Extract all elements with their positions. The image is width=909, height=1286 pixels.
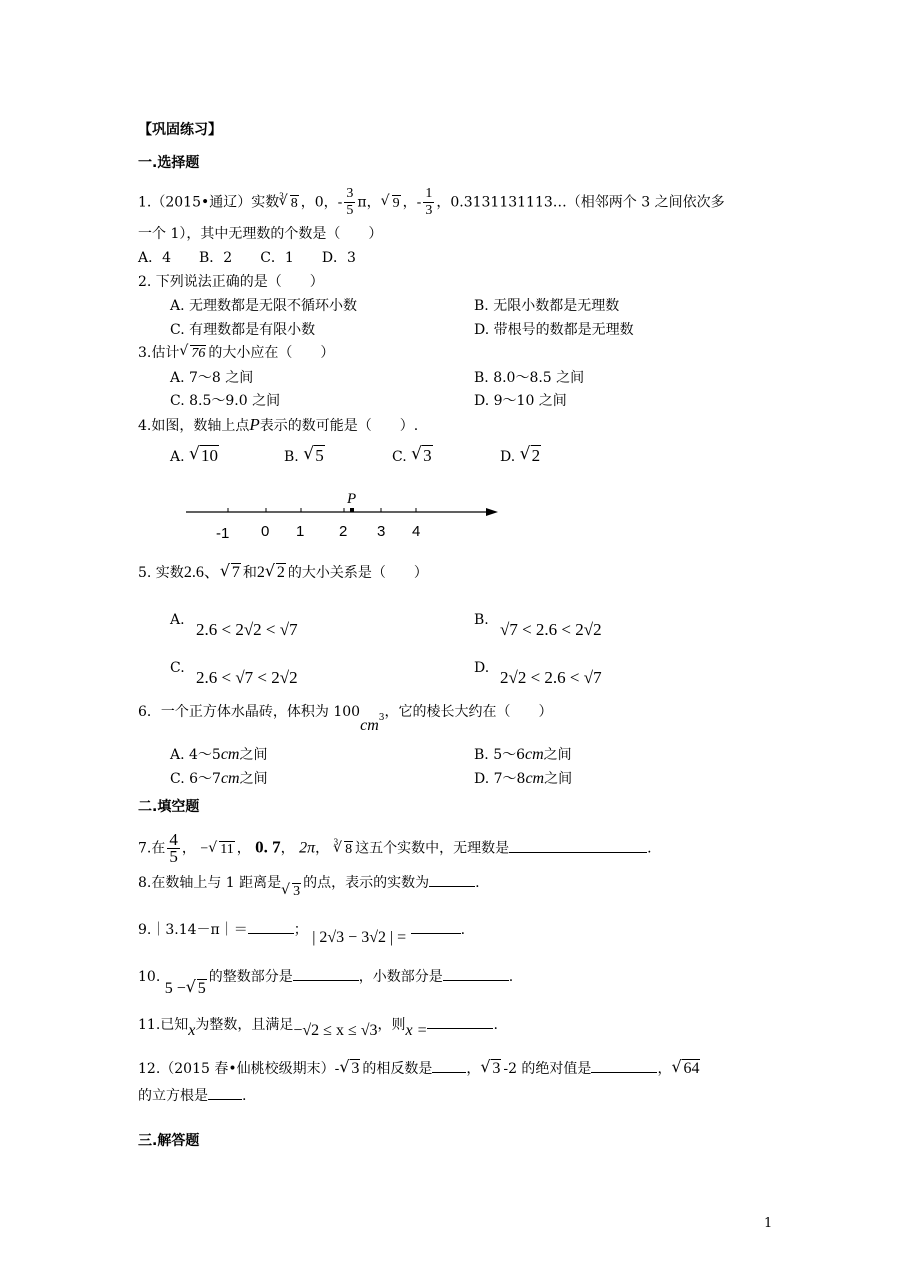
section-heading-choice: 一.选择题: [138, 155, 200, 171]
q5-option-d-expr: 2√2 < 2.6 < √7: [500, 668, 602, 687]
q3-sqrt-76: √ 76: [179, 343, 206, 364]
q10-sqrt-5: √ 5: [186, 979, 207, 999]
tick-label-2: 2: [339, 523, 348, 540]
q4-option-c: C. √ 3: [392, 446, 435, 467]
q10-stem: 10. 5 −√ 5的整数部分是 ，小数部分是 .: [138, 966, 513, 987]
q7-repeating-decimal: 0. 7: [255, 837, 281, 857]
q4-sqrt-10: √ 10: [189, 446, 219, 466]
q12-answer-blank-1[interactable]: [432, 1058, 466, 1073]
q5-option-b-expr: √7 < 2.6 < 2√2: [500, 620, 602, 639]
section-heading-solve: 三.解答题: [138, 1133, 200, 1149]
q12-answer-blank-3[interactable]: [208, 1085, 242, 1100]
q1-lead: 1.（2015•通辽）实数: [138, 194, 280, 211]
number-line-figure: [180, 488, 510, 548]
q5-sqrt-7: √ 7: [220, 563, 241, 583]
page-number: 1: [764, 1216, 773, 1231]
tick-label-4: 4: [412, 523, 421, 540]
q5-option-a-expr: 2.6 < 2√2 < √7: [196, 620, 298, 639]
q12-stem: 12.（2015 春•仙桃校级期末）-√ 3 的相反数是 ，√ 3 -2 的绝对值是 ，√ 64: [138, 1058, 702, 1079]
q10-answer-blank-1[interactable]: [293, 966, 359, 981]
q11-inequality: −√2 ≤ x ≤ √3: [293, 1022, 378, 1039]
q4-sqrt-2: √ 2: [520, 446, 542, 466]
q8-answer-blank[interactable]: [429, 872, 475, 887]
question-1: 1.（2015•通辽）实数$^3$√ 8 ，0，- $\frac{3}{5}$ π，√ 9 ，- $\frac{1}{3}$ ，0.3131131113…（相邻两个 3 之间依次多: [138, 186, 725, 219]
tick-label-neg1: -1: [216, 525, 230, 542]
tick-label-0: 0: [261, 523, 270, 540]
q6-option-a: A. 4～5cm之间: [170, 746, 268, 763]
q5-sqrt-2: √ 2: [265, 563, 286, 583]
q1-sqrt-9: √ 9: [381, 193, 401, 214]
q6-stem: 6．一个正方体水晶砖，体积为 $100cm_3$，它的棱长大约在（ ）: [138, 704, 553, 734]
q8-sqrt-3: √ 3: [281, 882, 301, 902]
q1-fraction-1-3: $\frac{1}{3}$: [425, 186, 433, 218]
q10-answer-blank-2[interactable]: [443, 966, 509, 981]
q12-sqrt-3-b: √ 3: [480, 1059, 501, 1079]
q4-sqrt-5: √ 5: [303, 446, 325, 466]
q5-option-d-label: D.: [474, 660, 490, 676]
q5-option-b-label: B.: [474, 612, 489, 628]
q9-answer-blank-1[interactable]: [248, 919, 294, 934]
q7-answer-blank[interactable]: [509, 838, 647, 853]
q6-option-b: B. 5～6cm之间: [474, 746, 572, 763]
q3-stem: 3.估计√ 76 的大小应在（ ）: [138, 343, 334, 364]
q11-stem: 11.已知x为整数，且满足−√2 ≤ x ≤ √3，则x = .: [138, 1014, 498, 1035]
q1-root-index: 3: [279, 190, 284, 201]
tick-label-3: 3: [377, 523, 386, 540]
q1-line2: 一个 1），其中无理数的个数是（ ）: [138, 226, 383, 242]
q6-option-d: D. 7～8cm之间: [474, 770, 573, 787]
point-p-marker: [350, 508, 354, 512]
q2-option-d: D. 带根号的数都是无理数: [474, 322, 634, 338]
q4-option-b: B. √ 5: [284, 446, 327, 467]
q7-stem: 7.在 $\frac{4}{5}$ ， −√ 11 ， 0. 7， 2π， $^3$√ 8 这五个实数中，无理数是 .: [138, 832, 652, 865]
q2-option-a: A. 无理数都是无限不循环小数: [170, 298, 358, 314]
q4-point-label: P: [249, 415, 260, 434]
q5-stem: 5. 实数2.6、√ 7 和2√ 2 的大小关系是（ ）: [138, 563, 428, 583]
q3-option-a: A. 7～8 之间: [170, 370, 254, 386]
q1-cube-root: √ 8: [279, 193, 299, 214]
q12-sqrt-64: √ 64: [671, 1059, 700, 1079]
tick-label-1: 1: [296, 523, 305, 540]
q3-option-d: D. 9～10 之间: [474, 393, 567, 409]
q12-answer-blank-2[interactable]: [591, 1058, 657, 1073]
q2-option-b: B. 无限小数都是无理数: [474, 298, 620, 314]
q6-option-c: C. 6～7cm之间: [170, 770, 268, 787]
section-heading-fill: 二.填空题: [138, 799, 200, 815]
q2-stem: 2. 下列说法正确的是（ ）: [138, 274, 324, 290]
q5-option-c-expr: 2.6 < √7 < 2√2: [196, 668, 298, 687]
q1-options: A．4 B．2 C．1 D．3: [138, 250, 356, 266]
q4-option-d: D. √ 2: [500, 446, 543, 467]
q9-expression: | 2√3 − 3√2 | =: [312, 929, 407, 946]
q11-answer-blank[interactable]: [427, 1014, 493, 1029]
q5-option-c-label: C.: [170, 660, 185, 676]
q3-option-b: B. 8.0～8.5 之间: [474, 370, 585, 386]
q7-cube-root-8: √ 8: [333, 840, 353, 860]
q9-answer-blank-2[interactable]: [411, 919, 461, 934]
q4-stem: 4.如图，数轴上点P表示的数可能是（ ）.: [138, 415, 419, 434]
q8-stem: 8.在数轴上与 1 距离是√ 3的点，表示的实数为 .: [138, 872, 480, 894]
q12-line2: 的立方根是 .: [138, 1085, 246, 1106]
q3-option-c: C. 8.5～9.0 之间: [170, 393, 281, 409]
q5-option-a-label: A.: [170, 612, 185, 628]
q1-fraction-3-5: $\frac{3}{5}$: [346, 186, 354, 218]
q12-sqrt-3-a: √ 3: [339, 1059, 360, 1079]
q7-sqrt-11: √ 11: [208, 840, 234, 860]
section-title: 【巩固练习】: [138, 122, 222, 138]
q4-sqrt-3: √ 3: [411, 446, 433, 466]
axis-point-label: P: [347, 491, 357, 507]
q4-option-a: A. √ 10: [170, 446, 221, 467]
arrow-right-icon: [486, 508, 498, 516]
q7-fraction-4-5: $\frac{4}{5}$: [169, 830, 178, 866]
q2-option-c: C. 有理数都是有限小数: [170, 322, 316, 338]
q6-unit: cm: [360, 717, 379, 734]
q9-stem: 9.｜3.14－π｜＝ ； | 2√3 − 3√2 | = .: [138, 919, 465, 940]
